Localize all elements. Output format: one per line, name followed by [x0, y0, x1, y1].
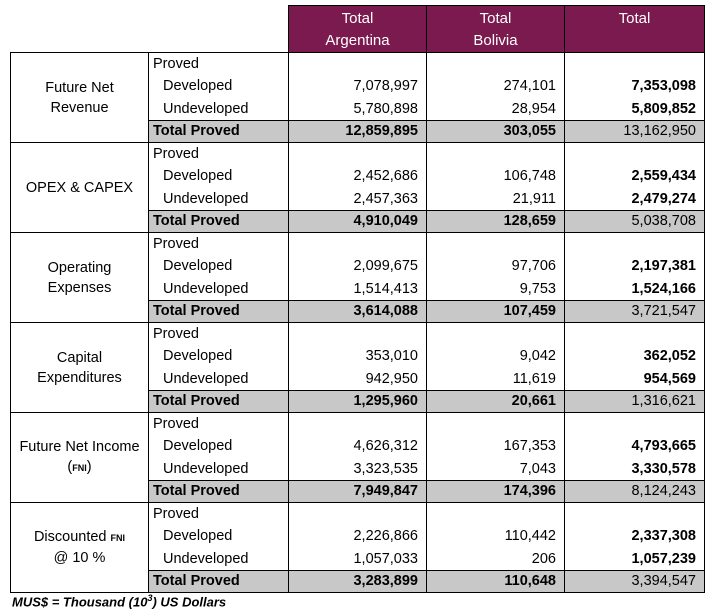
- empty-cell: [565, 323, 705, 346]
- footnote: MUS$ = Thousand $(10^3)$ US Dollars: [12, 593, 227, 610]
- value-cell: 11,619: [427, 368, 565, 391]
- group-label: Capital Expenditures: [11, 323, 149, 413]
- group-label: Future Net Income (FNI): [11, 413, 149, 503]
- value-cell: 1,316,621: [565, 390, 705, 413]
- value-cell: 942,950: [289, 368, 427, 391]
- value-cell: 2,479,274: [565, 188, 705, 211]
- table-row: [11, 233, 705, 256]
- table-row: [11, 503, 705, 526]
- value-cell: 9,753: [427, 278, 565, 301]
- value-cell: 3,394,547: [565, 570, 705, 593]
- value-cell: 3,721,547: [565, 300, 705, 323]
- row-label-proved: Proved: [149, 233, 289, 256]
- value-cell: 2,197,381: [565, 255, 705, 278]
- value-cell: 3,614,088: [289, 300, 427, 323]
- value-cell: 353,010: [289, 345, 427, 368]
- value-cell: 110,442: [427, 525, 565, 548]
- row-label-developed: Developed: [149, 525, 289, 548]
- value-cell: 174,396: [427, 480, 565, 503]
- value-cell: 5,038,708: [565, 210, 705, 233]
- empty-cell: [289, 53, 427, 76]
- row-label-total-proved: Total Proved: [149, 570, 289, 593]
- value-cell: 8,124,243: [565, 480, 705, 503]
- value-cell: 1,295,960: [289, 390, 427, 413]
- value-cell: 9,042: [427, 345, 565, 368]
- row-label-proved: Proved: [149, 143, 289, 166]
- row-label-developed: Developed: [149, 165, 289, 188]
- header-spacer: [11, 6, 289, 53]
- value-cell: 1,057,033: [289, 548, 427, 571]
- row-label-developed: Developed: [149, 345, 289, 368]
- empty-cell: [427, 323, 565, 346]
- value-cell: 206: [427, 548, 565, 571]
- empty-cell: [565, 143, 705, 166]
- value-cell: 28,954: [427, 98, 565, 121]
- empty-cell: [565, 233, 705, 256]
- value-cell: 4,910,049: [289, 210, 427, 233]
- row-label-undeveloped: Undeveloped: [149, 278, 289, 301]
- value-cell: 3,323,535: [289, 458, 427, 481]
- value-cell: 107,459: [427, 300, 565, 323]
- header-total: Total: [565, 6, 705, 53]
- group-label: Discounted FNI @ 10 %: [11, 503, 149, 593]
- row-label-total-proved: Total Proved: [149, 480, 289, 503]
- empty-cell: [289, 503, 427, 526]
- header-argentina: Total Argentina: [289, 6, 427, 53]
- row-label-total-proved: Total Proved: [149, 300, 289, 323]
- empty-cell: [565, 413, 705, 436]
- value-cell: 21,911: [427, 188, 565, 211]
- value-cell: 2,226,866: [289, 525, 427, 548]
- value-cell: 362,052: [565, 345, 705, 368]
- value-cell: 7,043: [427, 458, 565, 481]
- value-cell: 2,452,686: [289, 165, 427, 188]
- row-label-undeveloped: Undeveloped: [149, 188, 289, 211]
- value-cell: 274,101: [427, 75, 565, 98]
- group-label: Future Net Revenue: [11, 53, 149, 143]
- income-data-table: [10, 5, 705, 593]
- empty-cell: [427, 233, 565, 256]
- row-label-proved: Proved: [149, 413, 289, 436]
- value-cell: 20,661: [427, 390, 565, 413]
- value-cell: 4,626,312: [289, 435, 427, 458]
- empty-cell: [427, 503, 565, 526]
- value-cell: 303,055: [427, 120, 565, 143]
- value-cell: 954,569: [565, 368, 705, 391]
- value-cell: 1,524,166: [565, 278, 705, 301]
- row-label-developed: Developed: [149, 435, 289, 458]
- value-cell: 97,706: [427, 255, 565, 278]
- value-cell: 1,514,413: [289, 278, 427, 301]
- value-cell: 2,559,434: [565, 165, 705, 188]
- row-label-developed: Developed: [149, 255, 289, 278]
- value-cell: 2,457,363: [289, 188, 427, 211]
- empty-cell: [427, 53, 565, 76]
- empty-cell: [427, 143, 565, 166]
- row-label-proved: Proved: [149, 53, 289, 76]
- empty-cell: [289, 233, 427, 256]
- row-label-total-proved: Total Proved: [149, 120, 289, 143]
- value-cell: 4,793,665: [565, 435, 705, 458]
- table-row: [11, 323, 705, 346]
- empty-cell: [289, 143, 427, 166]
- row-label-undeveloped: Undeveloped: [149, 548, 289, 571]
- table-row: [11, 53, 705, 76]
- value-cell: 7,353,098: [565, 75, 705, 98]
- row-label-total-proved: Total Proved: [149, 210, 289, 233]
- value-cell: 7,078,997: [289, 75, 427, 98]
- row-label-undeveloped: Undeveloped: [149, 458, 289, 481]
- empty-cell: [289, 323, 427, 346]
- value-cell: 3,283,899: [289, 570, 427, 593]
- empty-cell: [565, 53, 705, 76]
- group-label: OPEX & CAPEX: [11, 143, 149, 233]
- empty-cell: [427, 413, 565, 436]
- value-cell: 128,659: [427, 210, 565, 233]
- table-row: [11, 413, 705, 436]
- value-cell: 1,057,239: [565, 548, 705, 571]
- group-label: Operating Expenses: [11, 233, 149, 323]
- value-cell: 7,949,847: [289, 480, 427, 503]
- row-label-total-proved: Total Proved: [149, 390, 289, 413]
- value-cell: 3,330,578: [565, 458, 705, 481]
- header-bolivia: Total Bolivia: [427, 6, 565, 53]
- value-cell: 13,162,950: [565, 120, 705, 143]
- value-cell: 106,748: [427, 165, 565, 188]
- value-cell: 5,780,898: [289, 98, 427, 121]
- value-cell: 2,099,675: [289, 255, 427, 278]
- row-label-undeveloped: Undeveloped: [149, 368, 289, 391]
- value-cell: 12,859,895: [289, 120, 427, 143]
- row-label-developed: Developed: [149, 75, 289, 98]
- value-cell: 2,337,308: [565, 525, 705, 548]
- empty-cell: [289, 413, 427, 436]
- row-label-proved: Proved: [149, 503, 289, 526]
- row-label-undeveloped: Undeveloped: [149, 98, 289, 121]
- value-cell: 5,809,852: [565, 98, 705, 121]
- value-cell: 110,648: [427, 570, 565, 593]
- value-cell: 167,353: [427, 435, 565, 458]
- empty-cell: [565, 503, 705, 526]
- table-row: [11, 143, 705, 166]
- row-label-proved: Proved: [149, 323, 289, 346]
